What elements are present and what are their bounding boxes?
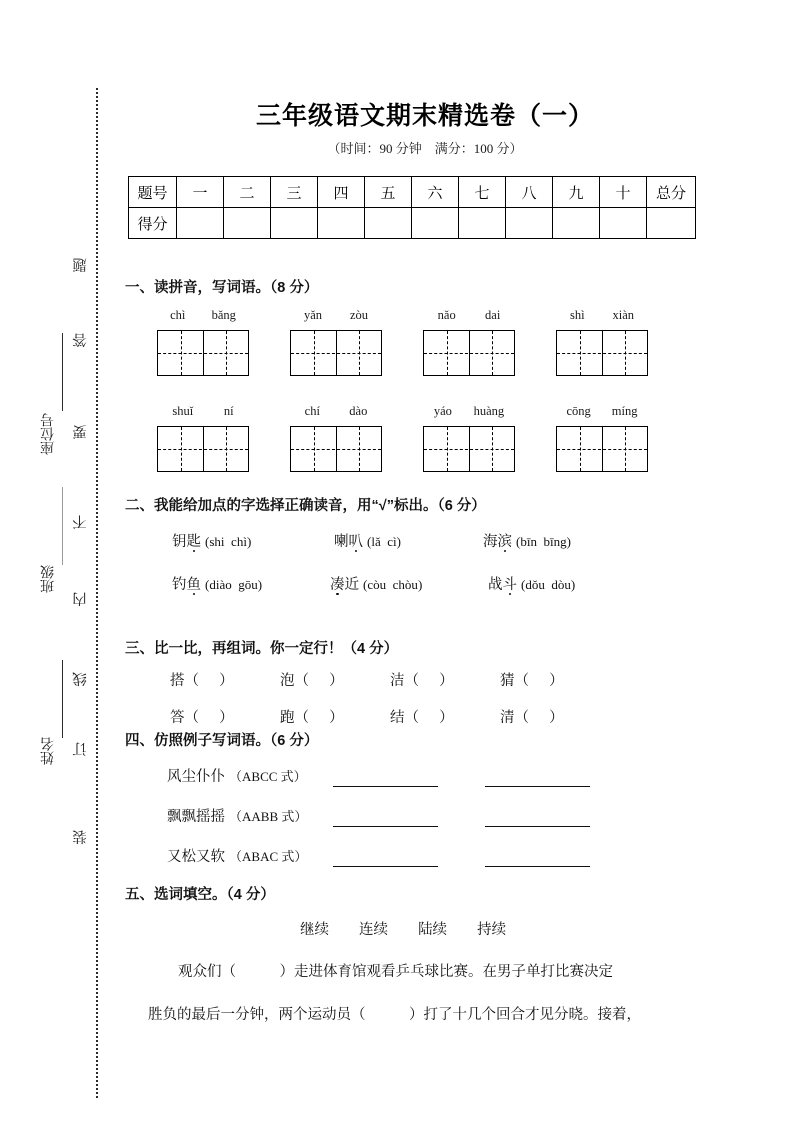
binding-margin-strip — [0, 0, 125, 1122]
pronunciation-option-b[interactable]: gōu — [238, 577, 258, 592]
score-table-col-2: 二 — [224, 177, 271, 208]
word-bank-option-4[interactable]: 持续 — [477, 922, 507, 938]
word-build-3-2-3[interactable] — [390, 706, 454, 727]
writing-grid-1-3[interactable] — [423, 330, 515, 376]
class-label: 班级 — [39, 565, 55, 593]
pattern-word: 飘飘摇摇 — [167, 809, 225, 825]
word-build-close: ） — [219, 673, 234, 689]
pronunciation-option-a[interactable]: bīn — [520, 534, 537, 549]
pinyin-syllable: dai — [485, 308, 501, 322]
pinyin-syllable: cōng — [566, 404, 591, 418]
pattern-word: 风尘仆仆 — [167, 769, 225, 785]
pronunciation-word: 战 — [488, 577, 503, 593]
word-build-3-1-2[interactable] — [280, 669, 344, 690]
word-build-prompt: 洁（ — [390, 673, 419, 689]
binding-dotted-line — [96, 88, 98, 1098]
pinyin-syllable: xiàn — [612, 308, 635, 322]
pronunciation-word: 钥 — [172, 534, 187, 550]
pronunciation-word: 喇 — [334, 534, 349, 550]
word-build-3-2-2[interactable] — [280, 706, 344, 727]
word-build-3-1-1[interactable] — [170, 669, 234, 690]
pinyin-syllable: shì — [569, 308, 585, 322]
score-cell-total[interactable] — [647, 208, 696, 239]
seal-char-7: 订 — [73, 742, 89, 757]
section-5-heading: 五、选词填空。（4 分） — [125, 887, 275, 903]
pattern-word: 又松又软 — [167, 849, 225, 865]
score-cell-2[interactable] — [224, 208, 271, 239]
writing-grid-1-2[interactable] — [290, 330, 382, 376]
pinyin-label-1-4 — [556, 308, 648, 323]
pronunciation-option-b[interactable]: chì — [231, 534, 247, 549]
word-build-prompt: 结（ — [390, 710, 419, 726]
word-build-3-1-3[interactable] — [390, 669, 454, 690]
pronunciation-item-3[interactable]: 海滨 (bīn bīng) — [483, 530, 571, 551]
table-row-header — [129, 177, 696, 208]
score-table-col-1: 一 — [177, 177, 224, 208]
pattern-example-1 — [167, 765, 307, 786]
word-build-close: ） — [439, 710, 454, 726]
pronunciation-item-2[interactable]: 喇叭 (lǎ cì) — [334, 530, 401, 551]
score-table-col-6: 六 — [412, 177, 459, 208]
pinyin-label-1-3 — [423, 308, 515, 323]
score-cell-10[interactable] — [600, 208, 647, 239]
pronunciation-dotted-char: 斗 — [503, 573, 518, 594]
pinyin-label-2-4 — [556, 404, 648, 419]
pronunciation-dotted-char: 鱼 — [187, 573, 202, 594]
word-bank — [300, 918, 532, 939]
pinyin-syllable: dào — [349, 404, 368, 418]
pronunciation-word: 钓 — [172, 577, 187, 593]
pinyin-syllable: yáo — [433, 404, 452, 418]
pronunciation-item-1[interactable]: 钥匙 (shi chì) — [172, 530, 251, 551]
seat-number-label: 座位号 — [39, 413, 55, 455]
pattern-label: （ABAC 式） — [229, 849, 308, 864]
seal-char-5: 内 — [73, 592, 89, 607]
word-bank-option-3[interactable]: 陆续 — [418, 922, 448, 938]
score-table-col-3: 三 — [271, 177, 318, 208]
pronunciation-dotted-char: 滨 — [498, 530, 513, 551]
word-build-close: ） — [329, 673, 344, 689]
pronunciation-option-a[interactable]: còu — [367, 577, 387, 592]
score-table-row-label-0: 题号 — [129, 177, 177, 208]
pronunciation-item-6[interactable]: 战斗 (dǒu dòu) — [488, 573, 575, 594]
pattern-label: （ABCC 式） — [229, 769, 307, 784]
score-table-col-9: 九 — [553, 177, 600, 208]
seal-char-1: 题 — [73, 258, 89, 273]
pattern-answer-blank-3b[interactable] — [485, 866, 590, 867]
word-build-3-1-4[interactable] — [500, 669, 564, 690]
writing-grid-2-1[interactable] — [157, 426, 249, 472]
word-build-3-2-4[interactable] — [500, 706, 564, 727]
pinyin-label-1-1 — [157, 308, 249, 323]
word-bank-option-2[interactable]: 连续 — [359, 922, 389, 938]
pinyin-syllable: yǎn — [303, 308, 323, 322]
word-build-close: ） — [549, 710, 564, 726]
pinyin-syllable: shuǐ — [172, 404, 194, 418]
score-cell-8[interactable] — [506, 208, 553, 239]
pinyin-label-2-1 — [157, 404, 249, 419]
section-2-heading: 二、我能给加点的字选择正确读音，用“√”标出。（6 分） — [125, 498, 486, 514]
score-cell-6[interactable] — [412, 208, 459, 239]
writing-grid-2-4[interactable] — [556, 426, 648, 472]
pattern-label: （AABB 式） — [229, 809, 308, 824]
pronunciation-dotted-char: 叭 — [349, 530, 364, 551]
class-rule — [62, 487, 63, 565]
writing-grid-1-4[interactable] — [556, 330, 648, 376]
word-build-prompt: 搭（ — [170, 673, 199, 689]
page-subtitle: （时间：90 分钟 满分：100 分） — [327, 141, 523, 156]
score-cell-7[interactable] — [459, 208, 506, 239]
word-build-prompt: 猜（ — [500, 673, 529, 689]
pattern-answer-blank-3a[interactable] — [333, 866, 438, 867]
score-table-col-8: 八 — [506, 177, 553, 208]
pronunciation-option-a[interactable]: lǎ — [371, 534, 381, 549]
pattern-answer-blank-2a[interactable] — [333, 826, 438, 827]
pronunciation-option-b[interactable]: bīng — [543, 534, 567, 549]
pinyin-syllable: nǎo — [437, 308, 456, 322]
score-cell-5[interactable] — [365, 208, 412, 239]
seal-char-3: 要 — [73, 425, 89, 440]
pronunciation-option-a[interactable]: shi — [209, 534, 225, 549]
seal-char-2: 答 — [73, 333, 89, 348]
word-build-close: ） — [439, 673, 454, 689]
section-3-heading: 三、比一比，再组词。你一定行！（4 分） — [125, 641, 399, 657]
pinyin-syllable: zòu — [349, 308, 369, 322]
pinyin-syllable: ní — [223, 404, 234, 418]
score-table-col-10: 十 — [600, 177, 647, 208]
score-cell-4[interactable] — [318, 208, 365, 239]
table-row-scores — [129, 208, 696, 239]
pattern-answer-blank-1b[interactable] — [485, 786, 590, 787]
word-build-prompt: 清（ — [500, 710, 529, 726]
pronunciation-option-b[interactable]: dòu — [551, 577, 571, 592]
pronunciation-option-b[interactable]: chòu — [392, 577, 418, 592]
pattern-example-2 — [167, 805, 307, 826]
score-table-col-7: 七 — [459, 177, 506, 208]
word-build-close: ） — [329, 710, 344, 726]
word-build-close: ） — [549, 673, 564, 689]
word-build-3-2-1[interactable] — [170, 706, 234, 727]
pattern-answer-blank-2b[interactable] — [485, 826, 590, 827]
score-table-col-4: 四 — [318, 177, 365, 208]
word-build-prompt: 泡（ — [280, 673, 309, 689]
pronunciation-item-5[interactable]: 凑近 (còu chòu) — [330, 573, 422, 594]
score-cell-1[interactable] — [177, 208, 224, 239]
pronunciation-dotted-char: 凑 — [330, 573, 345, 594]
pinyin-syllable: míng — [611, 404, 638, 418]
word-build-prompt: 答（ — [170, 710, 199, 726]
seal-char-8: 装 — [73, 830, 89, 845]
pronunciation-word: 海 — [483, 534, 498, 550]
score-table-col-5: 五 — [365, 177, 412, 208]
pinyin-syllable: chì — [170, 308, 186, 322]
writing-grid-1-1[interactable] — [157, 330, 249, 376]
pinyin-label-2-2 — [290, 404, 382, 419]
pinyin-syllable: chí — [304, 404, 320, 418]
seal-char-4: 不 — [73, 515, 89, 530]
writing-grid-2-2[interactable] — [290, 426, 382, 472]
cloze-passage-line-2[interactable]: 胜负的最后一分钟，两个运动员（ ）打了十几个回合才见分晓。接着， — [148, 1007, 641, 1023]
pronunciation-option-b[interactable]: cì — [387, 534, 397, 549]
student-name-label: 姓名 — [39, 737, 55, 765]
pinyin-syllable: huàng — [473, 404, 505, 418]
pattern-answer-blank-1a[interactable] — [333, 786, 438, 787]
pronunciation-word: 近 — [344, 577, 359, 593]
pattern-example-3 — [167, 845, 307, 866]
pinyin-syllable: bǎng — [211, 308, 236, 322]
writing-grid-2-3[interactable] — [423, 426, 515, 472]
score-table-row-label-1: 得分 — [129, 208, 177, 239]
score-table-col-total: 总分 — [647, 177, 696, 208]
cloze-passage-line-1[interactable]: 观众们（ ）走进体育馆观看乒乓球比赛。在男子单打比赛决定 — [178, 964, 613, 980]
pronunciation-dotted-char: 匙 — [187, 530, 202, 551]
pronunciation-option-a[interactable]: dǒu — [525, 577, 545, 592]
score-table — [128, 176, 696, 239]
section-1-heading: 一、读拼音，写词语。（8 分） — [125, 280, 319, 296]
section-4-heading: 四、仿照例子写词语。（6 分） — [125, 733, 319, 749]
pronunciation-item-4[interactable]: 钓鱼 (diào gōu) — [172, 573, 262, 594]
word-bank-option-1[interactable]: 继续 — [300, 922, 329, 938]
word-build-close: ） — [219, 710, 234, 726]
pinyin-label-1-2 — [290, 308, 382, 323]
score-cell-9[interactable] — [553, 208, 600, 239]
pronunciation-option-a[interactable]: diào — [209, 577, 232, 592]
seal-char-6: 线 — [73, 672, 89, 687]
score-cell-3[interactable] — [271, 208, 318, 239]
word-build-prompt: 跑（ — [280, 710, 309, 726]
pinyin-label-2-3 — [423, 404, 515, 419]
student-name-rule — [62, 660, 63, 738]
seat-number-rule — [62, 333, 63, 411]
page-title: 三年级语文期末精选卷（一） — [255, 102, 594, 130]
